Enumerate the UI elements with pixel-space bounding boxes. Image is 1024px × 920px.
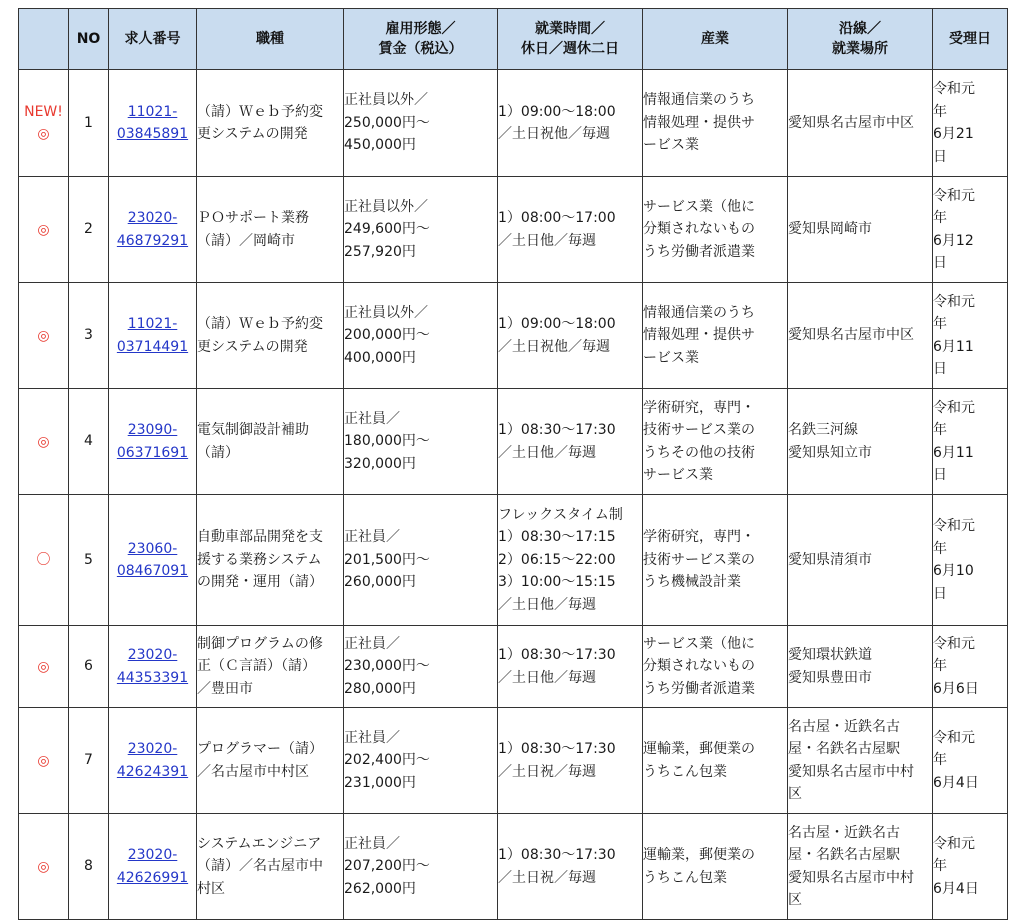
- header-job-number: 求人番号: [109, 9, 197, 70]
- occupation-line: 更システムの開発: [197, 338, 308, 355]
- header-label-line: 職種: [256, 31, 284, 47]
- occupation-line: （請）／岡崎市: [197, 232, 295, 249]
- job-number-line: 11021-: [127, 316, 178, 332]
- employment-wage-line: 249,600円〜: [344, 221, 430, 238]
- work-hours-line: 1）08:30〜17:30: [498, 741, 616, 757]
- location-line: 名古屋・近鉄名古: [788, 718, 900, 735]
- row-number: 6: [69, 626, 109, 708]
- industry-line: 技術サービス業の: [643, 422, 755, 438]
- work-hours-line: 1）08:30〜17:15: [498, 529, 616, 546]
- received-date-line: 令和元: [933, 729, 975, 746]
- employment-wage-line: 正社員／: [344, 410, 400, 427]
- match-mark-cell: [19, 495, 69, 626]
- header-no: NO: [69, 9, 109, 70]
- industry-line: うちその他の技術: [643, 444, 755, 461]
- job-number-link[interactable]: [109, 419, 196, 464]
- job-number-link[interactable]: [109, 101, 196, 146]
- work-hours-cell: [498, 626, 643, 708]
- industry-line: 学術研究，専門・: [643, 529, 755, 546]
- table-header: [19, 9, 1008, 70]
- table-row: [19, 708, 1008, 814]
- work-hours-line: 1）08:00〜17:00: [498, 210, 616, 226]
- match-mark-icon: ◎: [37, 433, 50, 450]
- job-number-cell: [109, 177, 197, 283]
- row-number: 5: [69, 495, 109, 626]
- employment-wage-line: 450,000円: [344, 137, 416, 154]
- industry-line: ービス業: [643, 137, 699, 154]
- location-cell: [788, 814, 933, 920]
- occupation-cell: [197, 708, 344, 814]
- industry-line: 技術サービス業の: [643, 551, 755, 568]
- received-date-line: 6月4日: [933, 880, 979, 897]
- row-number: 3: [69, 283, 109, 389]
- industry-cell: [643, 814, 788, 920]
- received-date-line: 年: [933, 210, 947, 226]
- occupation-cell: [197, 495, 344, 626]
- occupation-line: 電気制御設計補助: [197, 422, 309, 438]
- industry-line: サービス業: [643, 467, 713, 483]
- industry-line: 情報処理・提供サ: [643, 327, 755, 344]
- job-number-line: 23060-: [127, 540, 178, 557]
- header-label-line: 就業場所: [832, 41, 888, 57]
- match-mark-cell: [19, 177, 69, 283]
- location-line: 愛知県知立市: [788, 444, 872, 461]
- header-label-line: 雇用形態／: [385, 21, 456, 37]
- work-hours-line: ／土日他／毎週: [498, 596, 596, 613]
- work-hours-cell: [498, 814, 643, 920]
- job-number-line: 11021-: [127, 103, 178, 120]
- received-date-cell: [933, 70, 1008, 177]
- occupation-line: （請）Ｗｅｂ予約変: [197, 316, 323, 332]
- occupation-line: の開発・運用（請）: [197, 574, 323, 591]
- location-cell: [788, 177, 933, 283]
- received-date-line: 令和元: [933, 399, 975, 416]
- table-row: [19, 177, 1008, 283]
- table-row: [19, 495, 1008, 626]
- table-row: [19, 389, 1008, 495]
- industry-line: 運輸業，郵便業の: [643, 741, 755, 757]
- work-hours-line: 2）06:15〜22:00: [498, 551, 616, 568]
- industry-line: 情報通信業のうち: [643, 92, 755, 109]
- header-label-line: 受理日: [949, 31, 991, 47]
- header-mark: [19, 9, 69, 70]
- occupation-line: 更システムの開発: [197, 126, 308, 142]
- table-row: [19, 283, 1008, 389]
- employment-wage-line: 207,200円〜: [344, 858, 430, 875]
- work-hours-cell: [498, 389, 643, 495]
- occupation-line: 村区: [197, 880, 225, 897]
- industry-cell: [643, 283, 788, 389]
- received-date-cell: [933, 708, 1008, 814]
- location-line: 区: [788, 892, 802, 908]
- match-mark-cell: [19, 814, 69, 920]
- industry-cell: [643, 495, 788, 626]
- industry-line: 分類されないもの: [643, 658, 755, 675]
- received-date-line: 日: [933, 467, 947, 483]
- job-number-line: 03845891: [116, 126, 189, 142]
- work-hours-line: 1）08:30〜17:30: [498, 847, 616, 863]
- employment-wage-line: 202,400円〜: [344, 752, 430, 769]
- employment-wage-cell: [344, 177, 498, 283]
- occupation-line: プログラマー（請）: [197, 741, 323, 757]
- job-number-line: 42626991: [116, 869, 189, 886]
- work-hours-cell: [498, 495, 643, 626]
- work-hours-line: フレックスタイム制: [498, 506, 623, 523]
- match-mark-icon: ◎: [37, 858, 50, 875]
- job-number-line: 08467091: [116, 563, 189, 579]
- employment-wage-line: 231,000円: [344, 774, 416, 791]
- work-hours-line: 3）10:00〜15:15: [498, 574, 616, 591]
- received-date-cell: [933, 283, 1008, 389]
- location-cell: [788, 70, 933, 177]
- occupation-line: ／豊田市: [197, 680, 253, 697]
- row-number: 8: [69, 814, 109, 920]
- industry-line: サービス業（他に: [643, 635, 755, 652]
- job-number-line: 23020-: [127, 210, 178, 226]
- received-date-line: 令和元: [933, 635, 975, 652]
- header-employment: [344, 9, 498, 70]
- employment-wage-line: 正社員／: [344, 635, 400, 652]
- job-number-cell: [109, 814, 197, 920]
- location-cell: [788, 495, 933, 626]
- occupation-line: システムエンジニア: [197, 835, 322, 852]
- location-line: 愛知県名古屋市中村: [788, 763, 914, 780]
- job-number-cell: [109, 708, 197, 814]
- work-hours-cell: [498, 283, 643, 389]
- location-line: 愛知県岡崎市: [788, 221, 872, 238]
- job-number-line: 23020-: [127, 647, 178, 663]
- work-hours-line: ／土日祝／毎週: [498, 869, 596, 886]
- occupation-cell: [197, 283, 344, 389]
- employment-wage-line: 262,000円: [344, 880, 416, 897]
- occupation-line: （請）Ｗｅｂ予約変: [197, 103, 323, 120]
- work-hours-cell: [498, 177, 643, 283]
- header-location: [788, 9, 933, 70]
- received-date-line: 6月6日: [933, 680, 979, 697]
- occupation-cell: [197, 389, 344, 495]
- employment-wage-line: 257,920円: [344, 243, 416, 260]
- employment-wage-line: 正社員以外／: [344, 92, 428, 109]
- job-number-cell: [109, 389, 197, 495]
- employment-wage-cell: [344, 495, 498, 626]
- employment-wage-cell: [344, 70, 498, 177]
- received-date-line: 年: [933, 103, 947, 120]
- employment-wage-line: 201,500円〜: [344, 551, 430, 568]
- header-label-line: 休日／週休二日: [521, 41, 619, 57]
- table-body: [19, 70, 1008, 920]
- received-date-line: 令和元: [933, 835, 975, 852]
- match-mark-icon: 〇: [36, 552, 51, 568]
- industry-cell: [643, 177, 788, 283]
- location-cell: [788, 626, 933, 708]
- location-cell: [788, 708, 933, 814]
- match-mark-cell: [19, 708, 69, 814]
- employment-wage-line: 230,000円〜: [344, 658, 430, 675]
- received-date-line: 年: [933, 858, 947, 875]
- employment-wage-cell: [344, 626, 498, 708]
- job-number-line: 23090-: [127, 422, 178, 438]
- match-mark-cell: [19, 626, 69, 708]
- received-date-line: 6月12: [933, 232, 974, 249]
- job-number-link[interactable]: [109, 738, 196, 783]
- header-label-line: 沿線／: [839, 21, 881, 37]
- occupation-line: 自動車部品開発を支: [197, 529, 323, 546]
- match-mark-cell: [19, 283, 69, 389]
- received-date-line: 年: [933, 658, 947, 675]
- employment-wage-line: 320,000円: [344, 455, 416, 472]
- header-label-line: 産業: [701, 31, 729, 47]
- location-cell: [788, 389, 933, 495]
- job-number-line: 46879291: [116, 232, 189, 249]
- received-date-line: 令和元: [933, 187, 975, 204]
- job-number-line: 42624391: [116, 763, 189, 780]
- received-date-cell: [933, 814, 1008, 920]
- job-number-cell: [109, 626, 197, 708]
- job-number-line: 03714491: [116, 338, 189, 355]
- job-number-link[interactable]: [109, 313, 196, 358]
- occupation-line: （請）: [197, 444, 239, 461]
- received-date-line: 日: [933, 255, 947, 271]
- occupation-line: 制御プログラムの修: [197, 635, 323, 652]
- received-date-cell: [933, 495, 1008, 626]
- employment-wage-cell: [344, 283, 498, 389]
- job-number-line: 23020-: [127, 847, 178, 863]
- job-number-link[interactable]: [109, 644, 196, 689]
- employment-wage-line: 正社員／: [344, 835, 400, 852]
- employment-wage-line: 280,000円: [344, 680, 416, 697]
- location-line: 愛知県豊田市: [788, 669, 872, 686]
- work-hours-line: ／土日他／毎週: [498, 669, 596, 686]
- employment-wage-cell: [344, 389, 498, 495]
- received-date-line: 6月10: [933, 563, 974, 579]
- row-number: 1: [69, 70, 109, 177]
- location-line: 愛知県名古屋市中区: [788, 327, 914, 344]
- occupation-cell: [197, 70, 344, 177]
- industry-line: うち労働者派遣業: [643, 680, 755, 697]
- table-row: [19, 70, 1008, 177]
- employment-wage-line: 200,000円〜: [344, 327, 430, 344]
- work-hours-line: ／土日祝他／毎週: [498, 338, 610, 355]
- work-hours-line: ／土日他／毎週: [498, 444, 596, 461]
- row-number: 7: [69, 708, 109, 814]
- industry-line: 情報処理・提供サ: [643, 114, 755, 131]
- received-date-line: 年: [933, 316, 947, 332]
- match-mark-icon: ◎: [37, 126, 50, 142]
- location-line: 屋・名鉄名古屋駅: [788, 847, 900, 863]
- match-mark-icon: ◎: [37, 327, 50, 344]
- industry-line: 運輸業，郵便業の: [643, 847, 755, 863]
- job-number-cell: [109, 283, 197, 389]
- industry-cell: [643, 70, 788, 177]
- employment-wage-cell: [344, 814, 498, 920]
- location-line: 屋・名鉄名古屋駅: [788, 741, 900, 757]
- industry-line: 学術研究，専門・: [643, 399, 755, 416]
- location-line: 愛知県清須市: [788, 551, 872, 568]
- work-hours-line: 1）08:30〜17:30: [498, 422, 616, 438]
- industry-line: うち機械設計業: [643, 574, 741, 591]
- industry-line: 情報通信業のうち: [643, 304, 755, 321]
- work-hours-cell: [498, 708, 643, 814]
- employment-wage-line: 260,000円: [344, 574, 416, 591]
- match-mark-icon: ◎: [37, 658, 50, 675]
- employment-wage-line: 180,000円〜: [344, 433, 430, 450]
- received-date-line: 6月11: [933, 444, 974, 461]
- work-hours-line: 1）08:30〜17:30: [498, 647, 616, 663]
- occupation-line: （請）／名古屋市中: [197, 858, 323, 875]
- industry-line: うちこん包業: [643, 869, 727, 886]
- header-label-line: 就業時間／: [535, 21, 605, 37]
- received-date-cell: [933, 177, 1008, 283]
- occupation-line: 援する業務システム: [197, 551, 322, 568]
- table-row: [19, 626, 1008, 708]
- job-number-line: 06371691: [116, 444, 189, 461]
- employment-wage-line: 250,000円〜: [344, 114, 430, 131]
- work-hours-line: ／土日祝他／毎週: [498, 126, 610, 142]
- industry-cell: [643, 626, 788, 708]
- industry-cell: [643, 708, 788, 814]
- employment-wage-line: 正社員以外／: [344, 198, 428, 215]
- occupation-line: ／名古屋市中村区: [197, 763, 309, 780]
- employment-wage-cell: [344, 708, 498, 814]
- received-date-line: 年: [933, 422, 947, 438]
- received-date-line: 6月21: [933, 126, 974, 142]
- industry-line: 分類されないもの: [643, 221, 755, 238]
- received-date-line: 年: [933, 752, 947, 769]
- job-number-cell: [109, 495, 197, 626]
- received-date-cell: [933, 389, 1008, 495]
- occupation-line: 正（Ｃ言語）（請）: [197, 658, 316, 675]
- occupation-cell: [197, 814, 344, 920]
- occupation-line: ＰＯサポート業務: [197, 210, 309, 226]
- received-date-line: 日: [933, 148, 947, 165]
- received-date-line: 令和元: [933, 518, 975, 534]
- employment-wage-line: 正社員以外／: [344, 304, 428, 321]
- job-number-link[interactable]: [109, 844, 196, 889]
- header-received: [933, 9, 1008, 70]
- location-cell: [788, 283, 933, 389]
- match-mark-icon: ◎: [37, 752, 50, 769]
- industry-line: うち労働者派遣業: [643, 243, 755, 260]
- header-row: [19, 9, 1008, 70]
- received-date-line: 令和元: [933, 293, 975, 310]
- job-number-cell: [109, 70, 197, 177]
- work-hours-cell: [498, 70, 643, 177]
- received-date-line: 6月4日: [933, 774, 979, 791]
- received-date-line: 令和元: [933, 81, 975, 97]
- occupation-cell: [197, 626, 344, 708]
- header-label-line: 賃金（税込）: [378, 41, 463, 57]
- location-line: 愛知県名古屋市中村: [788, 869, 914, 886]
- location-line: 愛知県名古屋市中区: [788, 114, 914, 131]
- match-mark-cell: [19, 389, 69, 495]
- header-hours: [498, 9, 643, 70]
- job-number-link[interactable]: [109, 207, 196, 252]
- received-date-line: 年: [933, 540, 947, 557]
- location-line: 愛知環状鉄道: [788, 647, 872, 663]
- location-line: 名古屋・近鉄名古: [788, 824, 900, 841]
- industry-line: ービス業: [643, 349, 699, 366]
- header-industry: [643, 9, 788, 70]
- location-line: 名鉄三河線: [788, 422, 858, 438]
- industry-line: サービス業（他に: [643, 198, 755, 215]
- employment-wage-line: 正社員／: [344, 729, 400, 746]
- industry-line: うちこん包業: [643, 763, 727, 780]
- industry-cell: [643, 389, 788, 495]
- received-date-line: 日: [933, 361, 947, 377]
- row-number: 2: [69, 177, 109, 283]
- employment-wage-line: 正社員／: [344, 529, 400, 546]
- occupation-cell: [197, 177, 344, 283]
- job-listing-table: [18, 8, 1008, 920]
- new-badge: NEW!: [24, 104, 63, 120]
- location-line: 区: [788, 786, 802, 802]
- received-date-line: 日: [933, 585, 947, 602]
- header-occupation: [197, 9, 344, 70]
- job-number-line: 44353391: [116, 669, 189, 686]
- work-hours-line: ／土日他／毎週: [498, 232, 596, 249]
- job-number-link[interactable]: [109, 538, 196, 583]
- work-hours-line: 1）09:00〜18:00: [498, 316, 616, 332]
- row-number: 4: [69, 389, 109, 495]
- work-hours-line: 1）09:00〜18:00: [498, 103, 616, 120]
- received-date-line: 6月11: [933, 338, 974, 355]
- table-row: [19, 814, 1008, 920]
- match-mark-cell: [19, 70, 69, 177]
- received-date-cell: [933, 626, 1008, 708]
- job-number-line: 23020-: [127, 741, 178, 757]
- employment-wage-line: 400,000円: [344, 349, 416, 366]
- work-hours-line: ／土日祝／毎週: [498, 763, 596, 780]
- match-mark-icon: ◎: [37, 221, 50, 238]
